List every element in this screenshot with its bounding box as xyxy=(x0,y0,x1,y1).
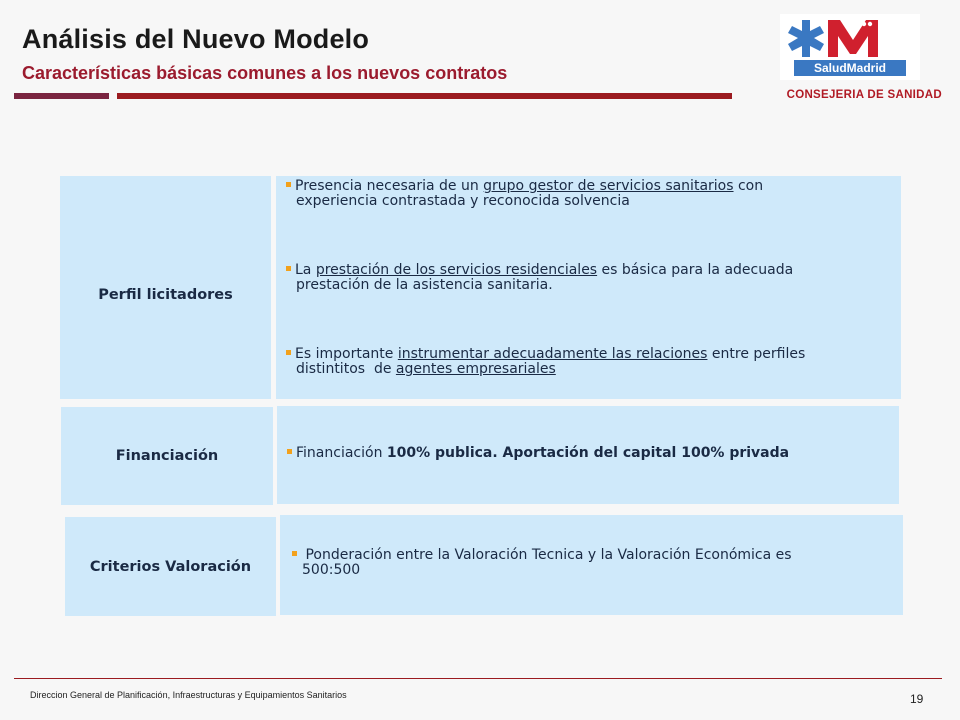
row-content-financiacion xyxy=(277,406,899,504)
footer-text: Direccion General de Planificación, Infraestructuras y Equipamientos Sanitarios xyxy=(30,690,347,700)
bullet-text: con xyxy=(733,178,764,194)
bullet-square-icon xyxy=(286,350,291,355)
row-label-financiacion: Financiación xyxy=(115,448,219,464)
bullet-square-icon xyxy=(286,182,291,187)
bullet-continuation: 500:500 xyxy=(302,562,361,578)
m-logo-icon xyxy=(828,20,878,57)
list-item xyxy=(292,548,891,578)
bullet-link[interactable]: instrumentar adecuadamente las relaciones xyxy=(397,346,708,362)
bullet-text: entre perfiles xyxy=(707,346,806,362)
bullet-link[interactable]: grupo gestor de servicios sanitarios xyxy=(483,178,734,194)
bullet-text: es básica para la adecuada xyxy=(597,262,794,278)
row-label-perfil: Perfil licitadores xyxy=(98,287,233,303)
bullet-square-icon xyxy=(286,266,291,271)
list-item xyxy=(287,446,887,461)
list-item xyxy=(286,179,889,209)
page-subtitle: Características básicas comunes a los nuevos contratos xyxy=(22,63,508,83)
bullet-link[interactable]: prestación de los servicios residenciales xyxy=(315,262,598,278)
bullet-continuation: experiencia contrastada y reconocida solvencia xyxy=(296,193,630,209)
page-title: Análisis del Nuevo Modelo xyxy=(22,24,370,54)
logo-graphic xyxy=(780,14,920,80)
list-item xyxy=(286,263,889,293)
bullet-text: Ponderación entre la Valoración Tecnica y la Valoración Económica es xyxy=(301,547,792,563)
bullet-continuation xyxy=(286,362,889,377)
bullet-text: Financiación xyxy=(296,445,387,461)
row-label-criterios: Criterios Valoración xyxy=(89,558,252,575)
bullet-text: Es importante xyxy=(295,346,398,362)
row-label-box xyxy=(65,517,276,616)
bullet-text: Presencia necesaria de un xyxy=(295,178,484,194)
salud-madrid-logo xyxy=(780,14,920,80)
accent-bar-main xyxy=(117,93,732,99)
list-item xyxy=(286,347,889,377)
bullet-text: La xyxy=(295,262,316,278)
bullet-continuation: prestación de la asistencia sanitaria. xyxy=(296,277,553,293)
row-label-box xyxy=(60,176,271,399)
star-cross-logo-icon xyxy=(788,20,824,57)
bullet-square-icon xyxy=(292,551,297,556)
logo-text: SaludMadrid xyxy=(813,61,887,75)
bullet-bold-text: 100% publica. Aportación del capital 100% privada xyxy=(386,445,790,461)
organization-name: CONSEJERIA DE SANIDAD xyxy=(786,89,942,101)
row-content-criterios xyxy=(280,515,903,615)
bullet-square-icon xyxy=(287,449,292,454)
page-number: 19 xyxy=(910,692,924,706)
bullet-link[interactable]: agentes empresariales xyxy=(395,361,556,377)
accent-bar-left xyxy=(14,93,109,99)
row-label-box xyxy=(61,407,273,505)
footer-divider xyxy=(14,678,942,679)
bullet-text: distintitos de xyxy=(296,361,396,377)
row-content-perfil xyxy=(276,176,901,399)
